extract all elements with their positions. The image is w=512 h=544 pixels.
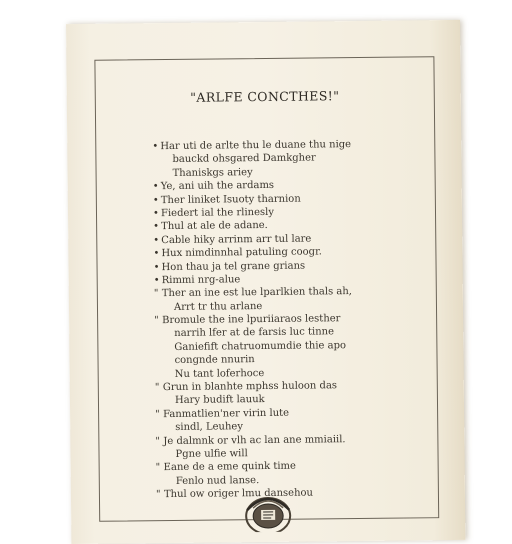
line-text: Eane de a eme quink time xyxy=(163,461,296,474)
line-text: congnde nnurin xyxy=(174,354,255,367)
book-page xyxy=(66,20,465,544)
bullet-marker: • xyxy=(152,141,159,153)
line-text: Bromule the ine lpuriiaraos lesther xyxy=(162,313,341,327)
line-text: Hux nimdinnhal patuling coogr. xyxy=(161,246,322,260)
bullet-marker: • xyxy=(153,261,160,273)
line-text: Je dalmnk or vlh ac lan ane mmiaiil. xyxy=(163,433,346,447)
line-text: Cable hiky arrinm arr tul lare xyxy=(161,233,312,246)
line-text: Hary budift lauuk xyxy=(174,394,265,407)
bullet-marker: • xyxy=(153,221,160,233)
line-text: Arrt tr thu arlane xyxy=(173,300,263,313)
line-text: Nu tant loferhoce xyxy=(174,367,265,380)
line-text: Thaniskgs ariey xyxy=(172,166,253,179)
bullet-marker: " xyxy=(155,462,161,474)
line-text: Fanmatlien'ner virin lute xyxy=(163,407,290,420)
bullet-marker: " xyxy=(153,288,159,300)
line-text: Grun in blanhte mphss huloon das xyxy=(162,380,338,394)
bullet-marker: • xyxy=(153,248,160,260)
line-text: narrih lfer at de farsis luc tinne xyxy=(174,326,335,340)
line-text: Ther an ine est lue lparlkien thals ah, xyxy=(161,286,353,300)
bullet-marker: • xyxy=(153,234,160,246)
page-border-frame xyxy=(94,56,439,522)
bullet-marker: " xyxy=(155,435,161,447)
ornate-seal-icon xyxy=(237,488,299,533)
line-text: Ther liniket Isuoty tharnion xyxy=(160,193,301,206)
line-text: bauckd ohsgared Damkgher xyxy=(172,152,316,166)
bullet-marker: • xyxy=(152,181,159,193)
line-text: Rimmi nrg-alue xyxy=(161,274,241,286)
bullet-marker: " xyxy=(155,408,160,420)
line-text: Ye, ani uih the ardams xyxy=(160,180,275,193)
bullet-marker: " xyxy=(154,382,160,394)
line-text: Thul at ale de adane. xyxy=(161,220,268,233)
bullet-marker: • xyxy=(152,208,159,220)
line-text: Hon thau ja tel grane grians xyxy=(161,260,306,273)
line-text: Ganiefift chatruomumdie thie apo xyxy=(174,340,347,353)
bullet-marker: • xyxy=(153,275,160,287)
bullet-marker: " xyxy=(155,489,161,501)
line-text: sindl, Leuhey xyxy=(175,421,244,434)
line-text: Pgne ulfie will xyxy=(175,448,248,460)
page-title: "ARLFE CONCTHES!" xyxy=(190,88,340,105)
line-text: Fiedert ial the rlinesly xyxy=(160,206,275,220)
line-text: Thul ow origer lmu dansehou xyxy=(163,487,314,501)
text-lines xyxy=(152,138,353,501)
bullet-marker: • xyxy=(152,194,159,206)
bullet-marker: " xyxy=(154,315,159,327)
line-text: Har uti de arlte thu le duane thu nige xyxy=(160,139,352,153)
line-text: Fenlo nud lanse. xyxy=(175,474,260,487)
